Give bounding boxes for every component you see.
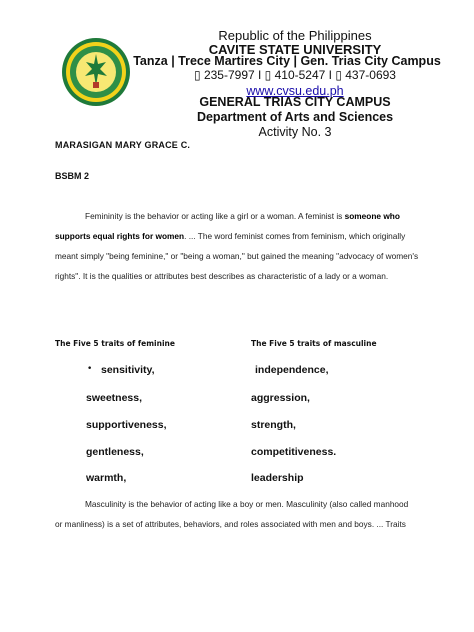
paragraph-line: rights". It is the qualities or attributes best describes as characteristic of a lady or a woman. [55,271,389,281]
masculine-trait: independence, [255,364,329,376]
masculine-trait: competitiveness. [251,446,337,458]
student-course: BSBM 2 [55,171,90,181]
masculine-trait: aggression, [251,392,310,404]
university-seal-logo [60,36,132,108]
masculine-traits-heading: The Five 5 traits of masculine [251,339,377,348]
text-run: . ... The word feminist comes from feminism, which originally [184,231,406,241]
paragraph-line [55,206,423,226]
republic-line: Republic of the Philippines [218,28,372,43]
campus-name: GENERAL TRIAS CITY CAMPUS [199,95,391,109]
paragraph-line [55,226,423,246]
website-link[interactable]: www.cvsu.edu.ph [246,84,344,98]
feminine-trait: sweetness, [86,392,143,404]
paragraph-line: Masculinity is the behavior of acting like a boy or men. Masculinity (also called manhood [85,499,409,509]
feminine-trait: warmth, [86,472,127,484]
bold-text-run: supports equal rights for women [55,231,185,241]
bullet-icon: • [87,364,93,374]
university-name: CAVITE STATE UNIVERSITY [208,42,382,57]
department-name: Department of Arts and Sciences [196,110,394,124]
paragraph-line: or manliness) is a set of attributes, behaviors, and roles associated with men and boys. ... Traits [55,519,406,529]
masculinity-paragraph [55,494,423,534]
bold-text-run: someone who [344,211,400,221]
text-run: Femininity is the behavior or acting like a girl or a woman. A feminist is [85,211,345,221]
campuses-line: Tanza | Trece Martires City | Gen. Trias City Campus [133,54,441,68]
feminine-trait: supportiveness, [86,419,167,431]
feminine-traits-heading: The Five 5 traits of feminine [55,339,175,348]
masculine-trait: strength, [251,419,296,431]
feminine-trait: gentleness, [86,446,144,458]
phone-numbers: ▯ 235-7997 I ▯ 410-5247 I ▯ 437-0693 [194,68,396,82]
activity-title: Activity No. 3 [258,125,332,139]
femininity-paragraph [55,206,423,286]
student-name: MARASIGAN MARY GRACE C. [55,140,191,150]
feminine-trait: sensitivity, [101,364,155,376]
masculine-trait: leadership [251,472,304,484]
paragraph-line: meant simply "being feminine," or "being a woman," but gained the meaning "advocacy of women's [55,251,419,261]
